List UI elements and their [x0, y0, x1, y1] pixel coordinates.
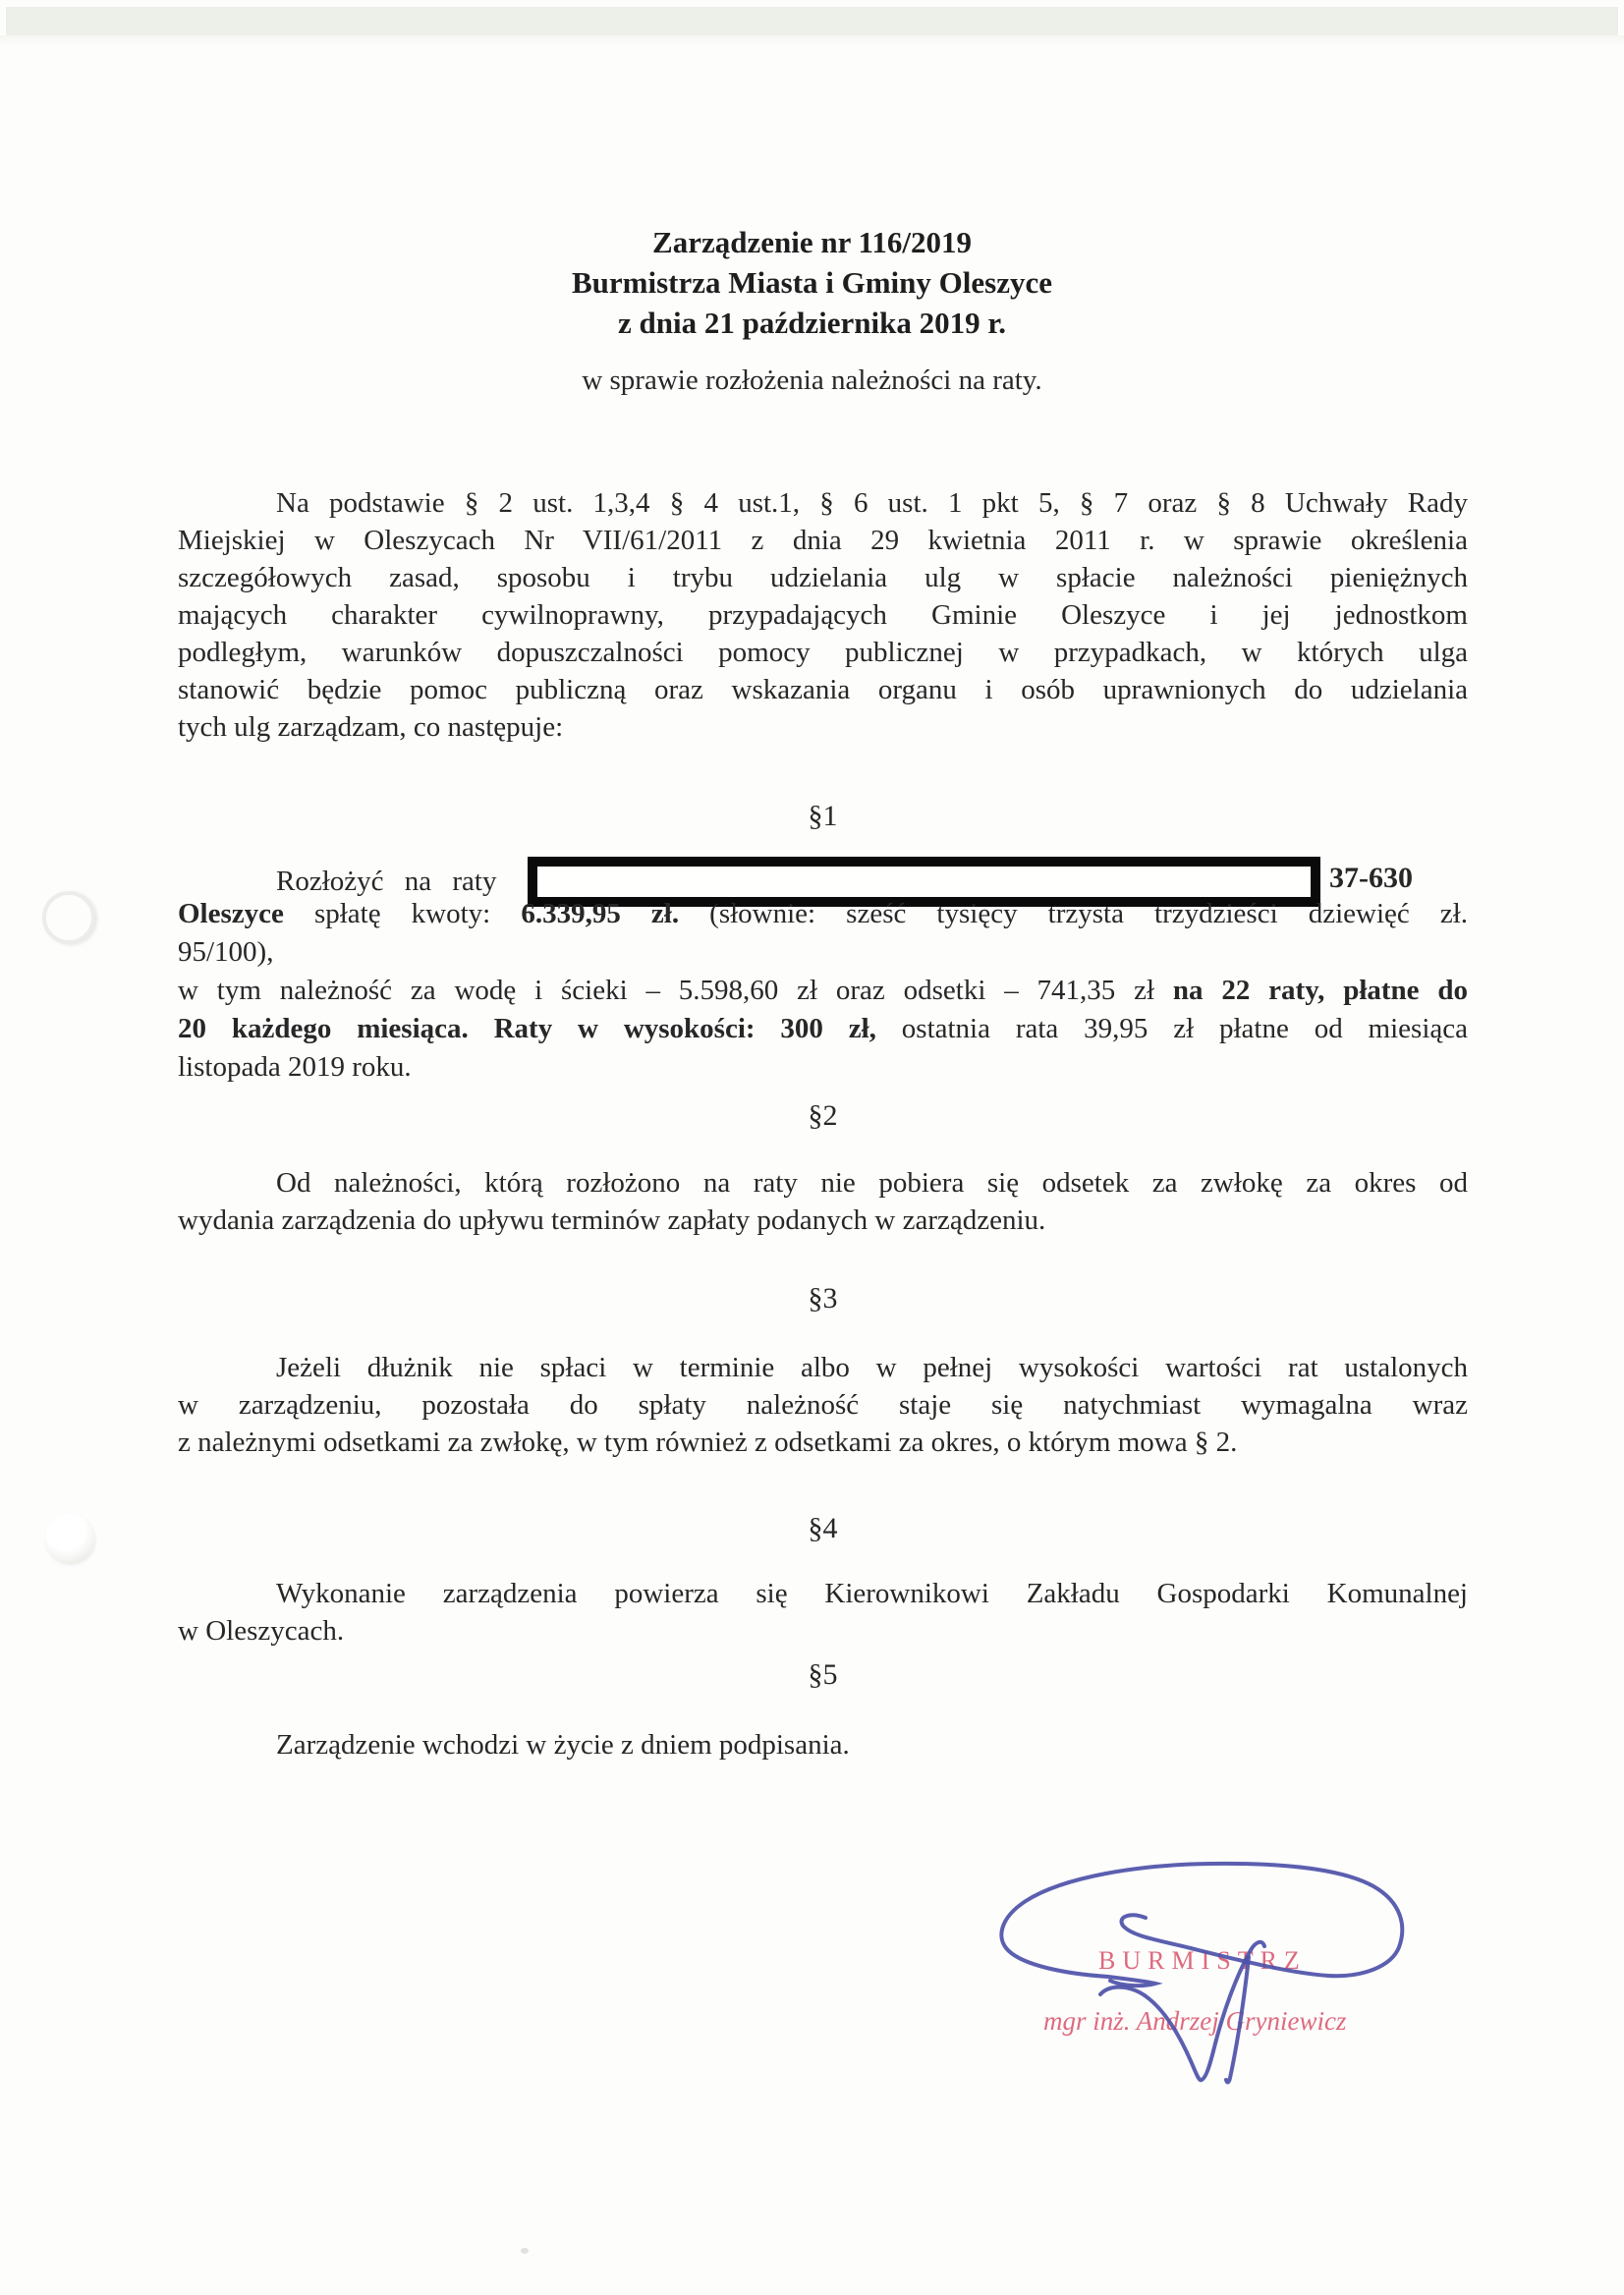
- section-4-heading: §4: [808, 1512, 838, 1544]
- body-line: w zarządzeniu, pozostała do spłaty należność staje się natychmiast wymagalna wraz: [178, 1389, 1468, 1421]
- section-1-heading: §1: [808, 800, 838, 832]
- section-5-body: [178, 1726, 1468, 1763]
- body-line: 95/100),: [178, 936, 274, 968]
- preamble-line: Miejskiej w Oleszycach Nr VII/61/2011 z dnia 29 kwietnia 2011 r. w sprawie określenia: [178, 525, 1468, 556]
- title-line-authority: Burmistrza Miasta i Gminy Oleszyce: [571, 265, 1052, 300]
- body-line: Wykonanie zarządzenia powierza się Kierownikowi Zakładu Gospodarki Komunalnej: [276, 1578, 1468, 1609]
- body-line: [178, 1010, 1468, 1048]
- subject-line: w sprawie rozłożenia należności na raty.: [582, 364, 1042, 396]
- title-line-date: z dnia 21 października 2019 r.: [618, 306, 1006, 340]
- section-2-heading: §2: [808, 1099, 838, 1132]
- amount-total: 6.339,95 zł.: [521, 898, 680, 929]
- mayor-stamp-name: mgr inż. Andrzej Gryniewicz: [1043, 2006, 1347, 2036]
- preamble-line: mających charakter cywilnoprawny, przypadających Gminie Oleszyce i jej jednostkom: [178, 599, 1468, 631]
- installment-amount: 20 każdego miesiąca. Raty w wysokości: 300 zł,: [178, 1013, 876, 1044]
- scan-edge-band: [6, 7, 1618, 35]
- preamble-paragraph: [178, 484, 1468, 746]
- ink-signature: [963, 1847, 1454, 2132]
- body-line: wydania zarządzenia do upływu terminów zapłaty podanych w zarządzeniu.: [178, 1204, 1046, 1236]
- title-line-number: Zarządzenie nr 116/2019: [652, 225, 972, 259]
- section-3-heading: §3: [808, 1282, 838, 1315]
- section-1-body: [178, 895, 1468, 1087]
- preamble-line: stanowić będzie pomoc publiczną oraz wskazania organu i osób uprawnionych do udzielania: [178, 674, 1468, 705]
- city-name: Oleszyce: [178, 898, 284, 929]
- section-2-body: [178, 1164, 1468, 1239]
- body-line: Zarządzenie wchodzi w życie z dniem podpisania.: [276, 1729, 850, 1761]
- amount-in-words: (słownie: sześć tysięcy trzysta trzydzieści dziewięć zł.: [679, 898, 1469, 929]
- installment-terms: na 22 raty, płatne do: [1172, 975, 1468, 1006]
- hole-punch-top: [42, 891, 95, 944]
- body-line: z należnymi odsetkami za zwłokę, w tym również z odsetkami za okres, o którym mowa § 2.: [178, 1427, 1238, 1458]
- section-4-body: [178, 1575, 1468, 1650]
- body-line: w Oleszycach.: [178, 1615, 345, 1647]
- body-line: listopada 2019 roku.: [178, 1051, 412, 1083]
- preamble-line: tych ulg zarządzam, co następuje:: [178, 711, 564, 743]
- postal-code: 37-630: [1329, 862, 1413, 894]
- scan-speck: [521, 2248, 529, 2254]
- document-title: [0, 222, 1624, 343]
- signature-loop-stroke: [1001, 1864, 1402, 1986]
- body-text: spłatę kwoty:: [283, 898, 522, 929]
- body-line: Jeżeli dłużnik nie spłaci w terminie albo w pełnej wysokości wartości rat ustalonych: [276, 1352, 1468, 1383]
- preamble-line: szczegółowych zasad, sposobu i trybu udzielania ulg w spłacie należności pieniężnych: [178, 562, 1468, 593]
- body-text: w tym należność za wodę i ścieki – 5.598,60 zł oraz odsetki – 741,35 zł: [178, 975, 1173, 1006]
- preamble-line: Na podstawie § 2 ust. 1,3,4 § 4 ust.1, § 6 ust. 1 pkt 5, § 7 oraz § 8 Uchwały Rady: [276, 487, 1468, 519]
- signature-v-stroke: [1100, 1942, 1264, 2081]
- hole-punch-bottom: [45, 1514, 94, 1563]
- body-line: [178, 972, 1468, 1010]
- section-3-body: [178, 1349, 1468, 1461]
- body-line: Od należności, którą rozłożono na raty nie pobiera się odsetek za zwłokę za okres od: [276, 1167, 1468, 1199]
- section-5-heading: §5: [808, 1658, 838, 1691]
- scan-edge-fade: [0, 35, 1624, 47]
- body-text: ostatnia rata 39,95 zł płatne od miesiąca: [875, 1013, 1468, 1044]
- mayor-stamp-title: BURMISTRZ: [1098, 1946, 1307, 1975]
- installments-intro-text: Rozłożyć na raty: [276, 866, 497, 897]
- body-line: [178, 895, 1468, 933]
- preamble-line: podległym, warunków dopuszczalności pomocy publicznej w przypadkach, w których ulga: [178, 637, 1468, 668]
